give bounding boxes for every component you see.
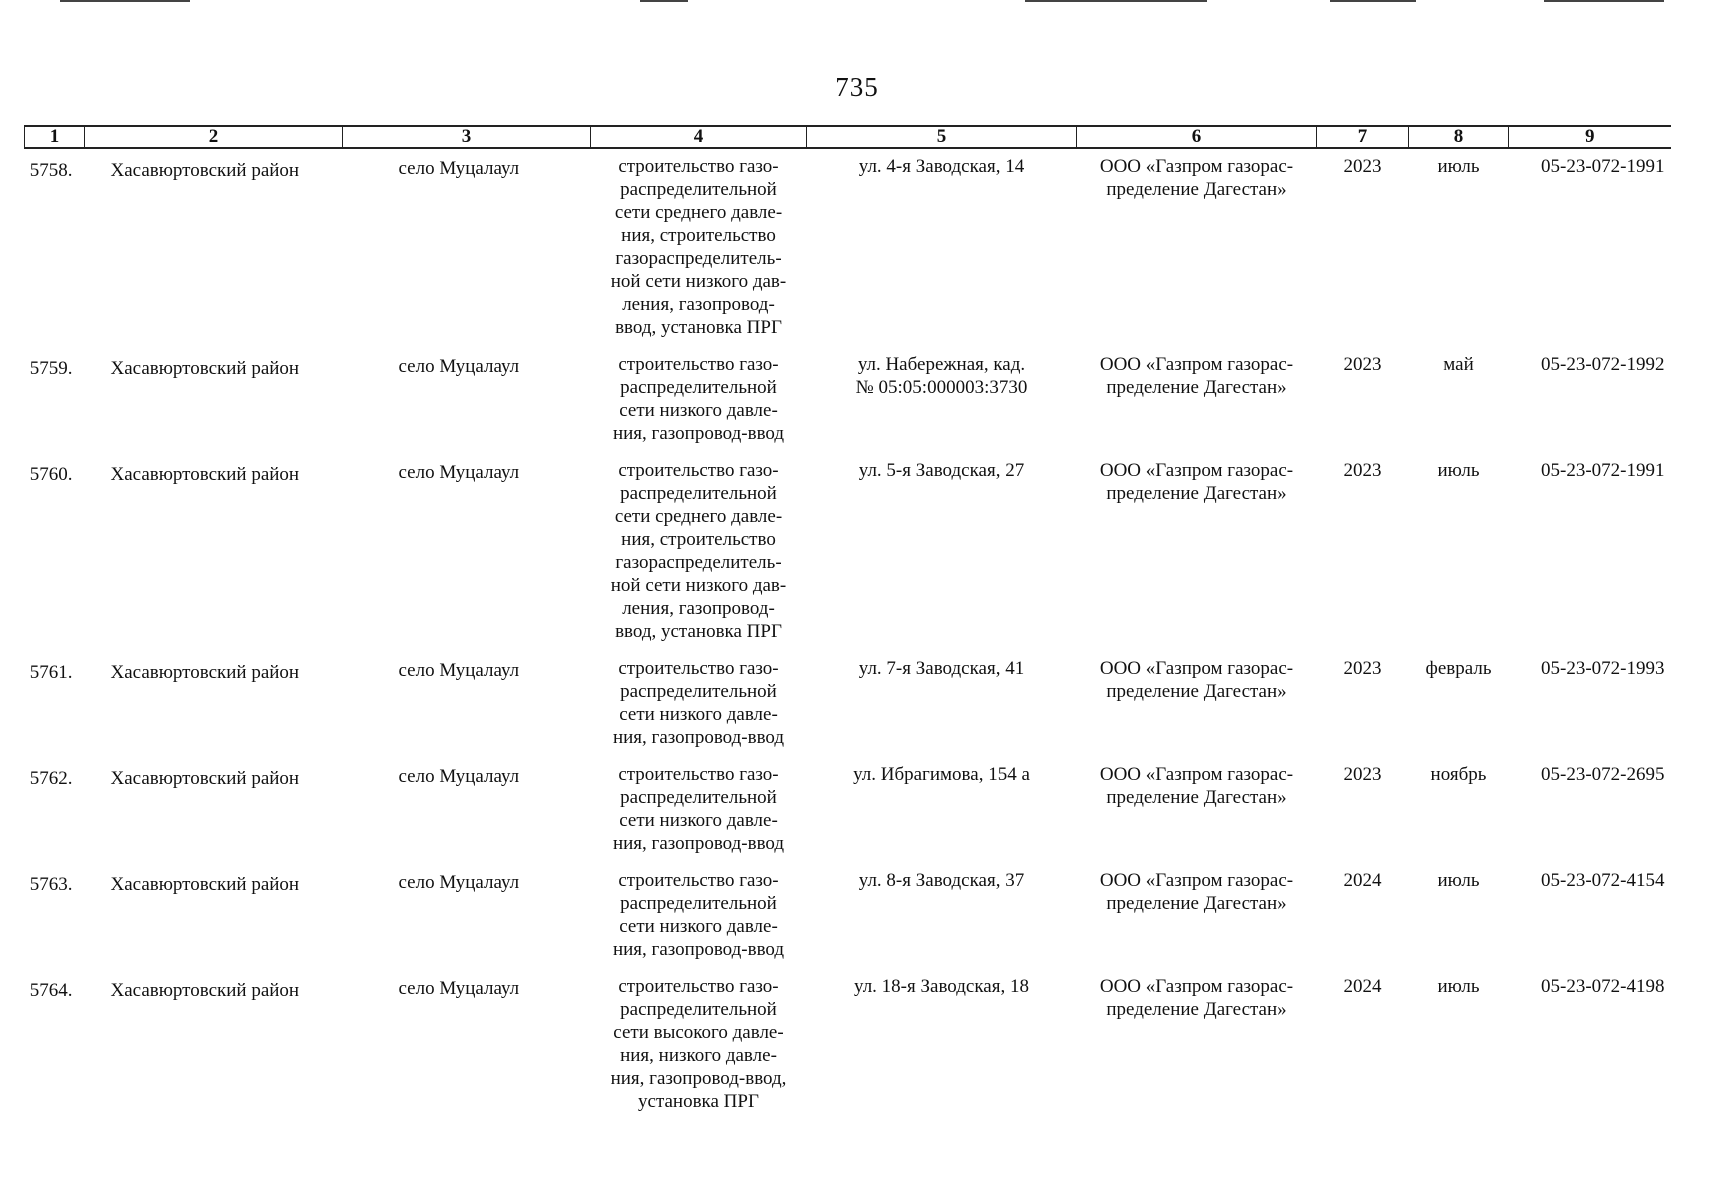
column-header-3: 3 xyxy=(343,126,591,148)
table-row xyxy=(25,453,1671,651)
district-cell: Хасавюртовский район xyxy=(110,464,300,485)
object-code-cell: 05-23-072-1992 xyxy=(1541,354,1665,375)
work-description-cell: строительство газо- распределительной сети среднего давле- ния, строительство газораспределитель- ной сети низкого дав- ления, газопровод- ввод, установка ПРГ xyxy=(610,460,787,642)
table-row xyxy=(25,757,1671,863)
document-table-container xyxy=(24,125,1670,1121)
district-cell: Хасавюртовский район xyxy=(110,768,300,789)
settlement-cell: село Муцалаул xyxy=(398,660,520,681)
work-description-cell: строительство газо- распределительной сети низкого давле- ния, газопровод-ввод xyxy=(612,764,785,854)
address-cell: ул. 5-я Заводская, 27 xyxy=(858,460,1025,481)
district-cell: Хасавюртовский район xyxy=(110,980,300,1001)
address-cell: ул. 8-я Заводская, 37 xyxy=(858,870,1025,891)
column-header-9: 9 xyxy=(1509,126,1671,148)
column-header-8: 8 xyxy=(1409,126,1509,148)
table-row xyxy=(25,969,1671,1121)
year-cell: 2023 xyxy=(1343,354,1382,375)
table-body xyxy=(25,148,1671,1121)
month-cell: ноябрь xyxy=(1430,764,1487,785)
column-header-2: 2 xyxy=(85,126,343,148)
scan-edge-marks xyxy=(0,0,1714,4)
month-cell: июль xyxy=(1437,870,1480,891)
object-code-cell: 05-23-072-2695 xyxy=(1541,764,1665,785)
month-cell: июль xyxy=(1437,460,1480,481)
year-cell: 2023 xyxy=(1343,460,1382,481)
row-number: 5762. xyxy=(29,768,73,789)
district-cell: Хасавюртовский район xyxy=(110,874,300,895)
organization-cell: ООО «Газпром газорас- пределение Дагестан» xyxy=(1099,658,1294,702)
table-row xyxy=(25,651,1671,757)
organization-cell: ООО «Газпром газорас- пределение Дагестан» xyxy=(1099,870,1294,914)
organization-cell: ООО «Газпром газорас- пределение Дагестан» xyxy=(1099,460,1294,504)
work-description-cell: строительство газо- распределительной сети низкого давле- ния, газопровод-ввод xyxy=(612,870,785,960)
settlement-cell: село Муцалаул xyxy=(398,356,520,377)
work-description-cell: строительство газо- распределительной сети высокого давле- ния, низкого давле- ния, газопровод-ввод, установка ПРГ xyxy=(610,976,787,1112)
organization-cell: ООО «Газпром газорас- пределение Дагестан» xyxy=(1099,976,1294,1020)
organization-cell: ООО «Газпром газорас- пределение Дагестан» xyxy=(1099,156,1294,200)
year-cell: 2024 xyxy=(1343,976,1382,997)
month-cell: май xyxy=(1443,354,1474,375)
district-cell: Хасавюртовский район xyxy=(110,662,300,683)
district-cell: Хасавюртовский район xyxy=(110,358,300,379)
settlement-cell: село Муцалаул xyxy=(398,978,520,999)
column-number-row xyxy=(25,126,1671,148)
address-cell: ул. Ибрагимова, 154 а xyxy=(853,764,1030,785)
row-number: 5758. xyxy=(29,160,73,181)
page-number: 735 xyxy=(835,72,879,102)
table-row xyxy=(25,347,1671,453)
year-cell: 2023 xyxy=(1343,764,1382,785)
work-description-cell: строительство газо- распределительной сети среднего давле- ния, строительство газораспределитель- ной сети низкого дав- ления, газопровод- ввод, установка ПРГ xyxy=(610,156,787,338)
row-number: 5763. xyxy=(29,874,73,895)
settlement-cell: село Муцалаул xyxy=(398,158,520,179)
object-code-cell: 05-23-072-1991 xyxy=(1541,460,1665,481)
column-header-6: 6 xyxy=(1077,126,1317,148)
month-cell: июль xyxy=(1437,976,1480,997)
table-row xyxy=(25,863,1671,969)
column-header-7: 7 xyxy=(1317,126,1409,148)
district-cell: Хасавюртовский район xyxy=(110,160,300,181)
address-cell: ул. 4-я Заводская, 14 xyxy=(858,156,1025,177)
address-cell: ул. 7-я Заводская, 41 xyxy=(858,658,1025,679)
work-description-cell: строительство газо- распределительной сети низкого давле- ния, газопровод-ввод xyxy=(612,658,785,748)
object-code-cell: 05-23-072-1993 xyxy=(1541,658,1665,679)
month-cell: июль xyxy=(1437,156,1480,177)
year-cell: 2023 xyxy=(1343,156,1382,177)
address-cell: ул. 18-я Заводская, 18 xyxy=(854,976,1029,997)
work-description-cell: строительство газо- распределительной сети низкого давле- ния, газопровод-ввод xyxy=(612,354,785,444)
column-header-4: 4 xyxy=(591,126,807,148)
year-cell: 2024 xyxy=(1343,870,1382,891)
settlement-cell: село Муцалаул xyxy=(398,462,520,483)
settlement-cell: село Муцалаул xyxy=(398,766,520,787)
gas-network-table xyxy=(24,125,1671,1121)
row-number: 5760. xyxy=(29,464,73,485)
month-cell: февраль xyxy=(1425,658,1492,679)
organization-cell: ООО «Газпром газорас- пределение Дагестан» xyxy=(1099,354,1294,398)
table-row xyxy=(25,148,1671,347)
object-code-cell: 05-23-072-1991 xyxy=(1541,156,1665,177)
object-code-cell: 05-23-072-4198 xyxy=(1541,976,1665,997)
object-code-cell: 05-23-072-4154 xyxy=(1541,870,1665,891)
organization-cell: ООО «Газпром газорас- пределение Дагестан» xyxy=(1099,764,1294,808)
row-number: 5761. xyxy=(29,662,73,683)
row-number: 5759. xyxy=(29,358,73,379)
settlement-cell: село Муцалаул xyxy=(398,872,520,893)
address-cell: ул. Набережная, кад. № 05:05:000003:3730 xyxy=(855,354,1028,398)
column-header-1: 1 xyxy=(25,126,85,148)
row-number: 5764. xyxy=(29,980,73,1001)
column-header-5: 5 xyxy=(807,126,1077,148)
year-cell: 2023 xyxy=(1343,658,1382,679)
